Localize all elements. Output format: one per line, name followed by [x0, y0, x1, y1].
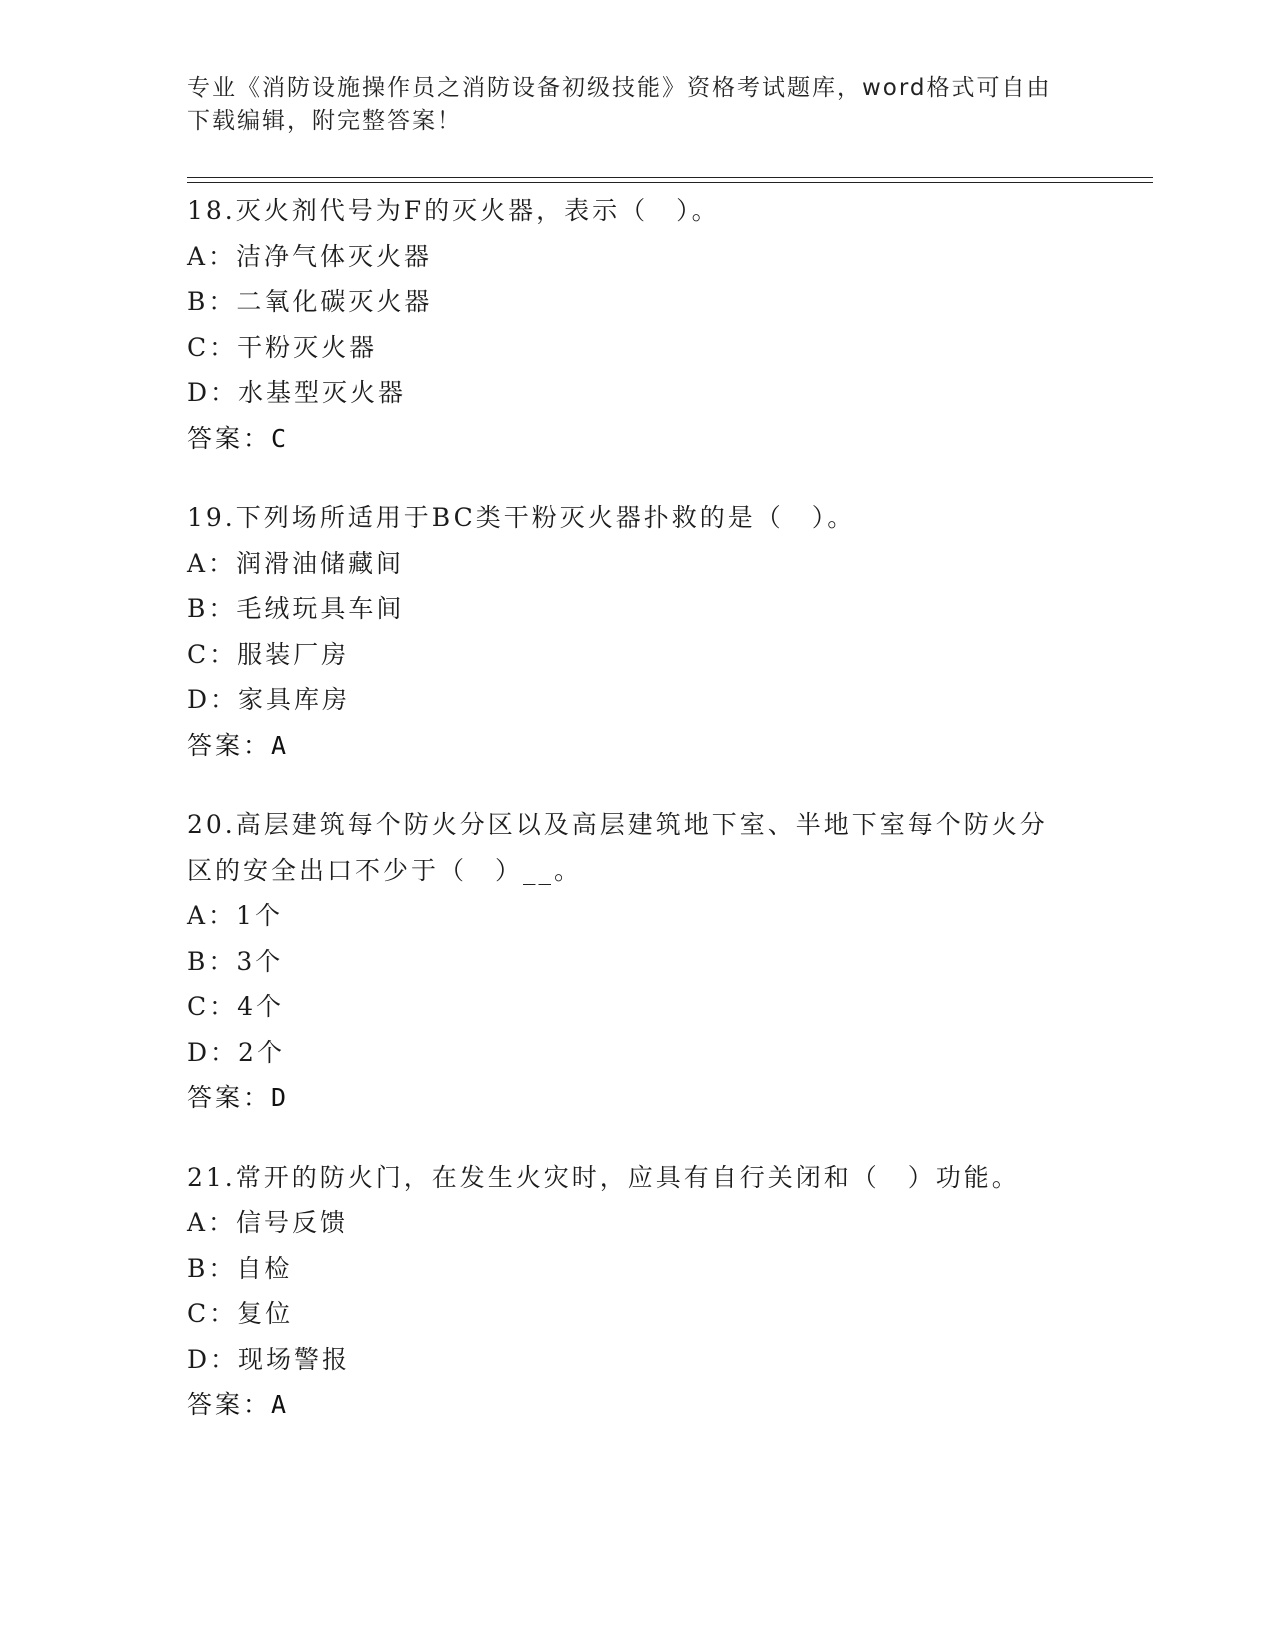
- option-a: A：1个: [187, 901, 283, 930]
- option-c: C：4个: [187, 992, 285, 1021]
- option-a: A：洁净气体灭火器: [187, 241, 433, 271]
- question-list: [187, 188, 1087, 1462]
- option-c: C：服装厂房: [187, 639, 350, 669]
- answer-value: C: [271, 423, 290, 453]
- answer-line: [187, 1382, 1087, 1428]
- option-d: D：现场警报: [187, 1344, 351, 1374]
- question-stem: 18.灭火剂代号为F的灭火器，表示（ ）。: [187, 196, 720, 225]
- option-d: D：水基型灭火器: [187, 378, 407, 407]
- question-19: [187, 495, 1087, 768]
- question-20: [187, 802, 1087, 1121]
- option-d: D：家具库房: [187, 685, 351, 714]
- answer-label: 答案：: [187, 1083, 272, 1112]
- option-b: B：自检: [187, 1253, 293, 1283]
- header-divider-bottom: [187, 182, 1153, 183]
- option-c: C：干粉灭火器: [187, 332, 378, 362]
- header-divider-top: [187, 177, 1153, 178]
- question-stem: 21.常开的防火门，在发生火灾时，应具有自行关闭和（ ）功能。: [187, 1162, 1020, 1192]
- option-b: B：毛绒玩具车间: [187, 594, 405, 623]
- document-header: 专业《消防设施操作员之消防设备初级技能》资格考试题库，word格式可自由下载编辑，附完整答案！: [187, 75, 1052, 134]
- answer-line: [187, 723, 1087, 769]
- answer-line: [187, 416, 1087, 462]
- answer-value: D: [271, 1083, 290, 1112]
- question-stem: 19.下列场所适用于BC类干粉灭火器扑救的是（ ）。: [187, 503, 856, 532]
- question-18: [187, 188, 1087, 461]
- option-a: A：润滑油储藏间: [187, 548, 405, 578]
- answer-line: [187, 1075, 1087, 1121]
- answer-label: 答案：: [187, 730, 272, 760]
- option-d: D：2个: [187, 1037, 285, 1067]
- answer-label: 答案：: [187, 1390, 272, 1419]
- question-stem: 20.高层建筑每个防火分区以及高层建筑地下室、半地下室每个防火分区的安全出口不少于（ ）__。: [187, 810, 1048, 885]
- option-b: B：3个: [187, 946, 284, 976]
- question-21: [187, 1155, 1087, 1428]
- answer-value: A: [271, 1390, 290, 1419]
- option-a: A：信号反馈: [187, 1208, 349, 1237]
- option-b: B：二氧化碳灭火器: [187, 287, 433, 316]
- option-c: C：复位: [187, 1299, 294, 1328]
- answer-label: 答案：: [187, 423, 272, 453]
- answer-value: A: [271, 730, 290, 760]
